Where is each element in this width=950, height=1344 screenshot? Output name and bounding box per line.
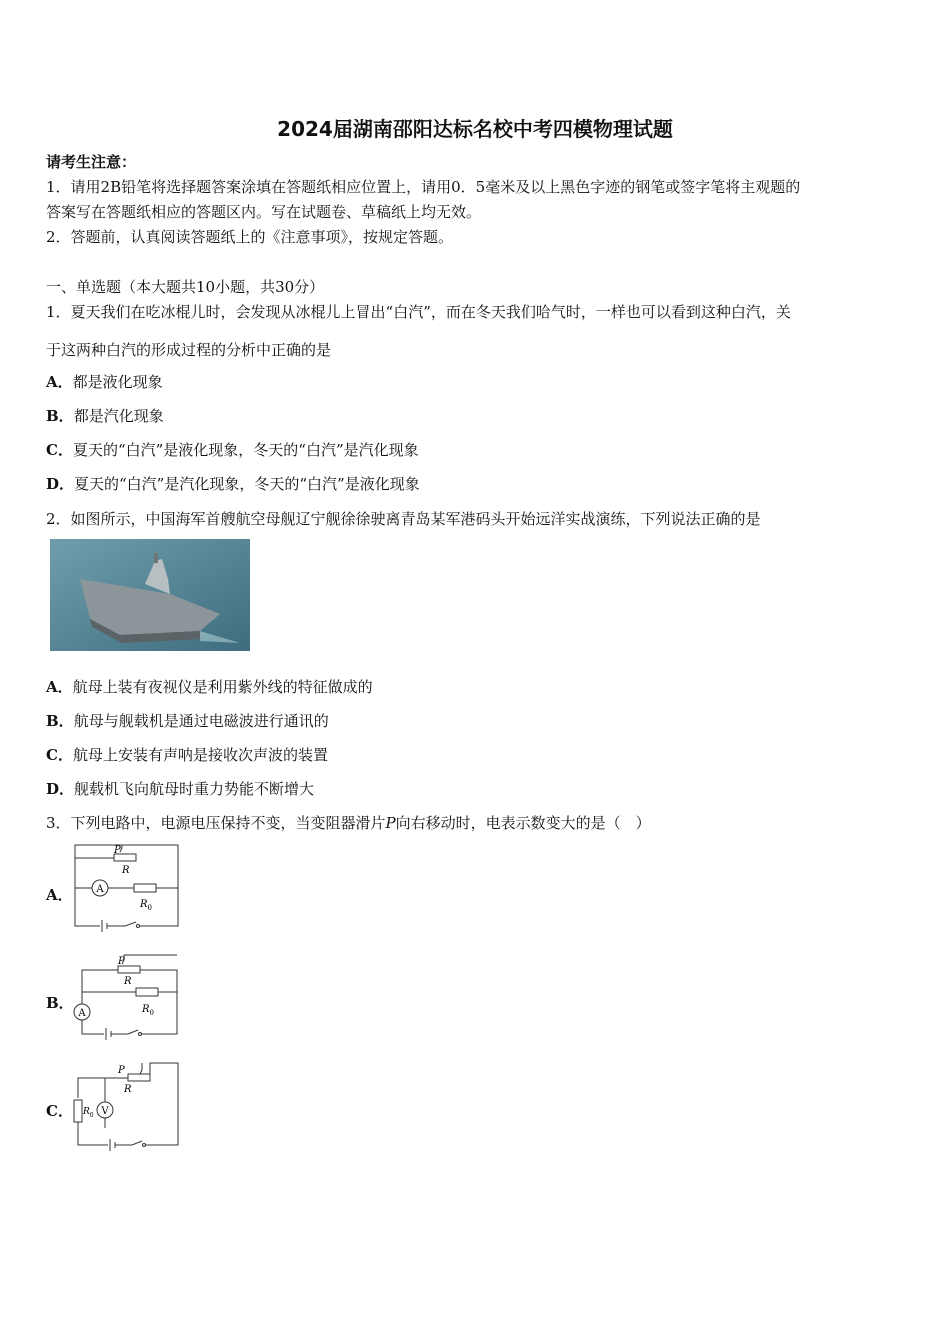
option-letter: B． (46, 407, 74, 425)
option-text: 夏天的“白汽”是液化现象，冬天的“白汽”是汽化现象 (72, 441, 419, 459)
voltmeter-label: V (101, 1106, 109, 1117)
resistor-r0-label-text: R (140, 899, 148, 910)
notice-line-1a: 1．请用2B铅笔将选择题答案涂填在答题纸相应位置上，请用0．5毫米及以上黑色字迹的钢笔或签字笔将主观题的 (46, 178, 801, 196)
option-text: 舰载机飞向航母时重力势能不断增大 (74, 780, 315, 798)
option-letter: D． (46, 780, 75, 798)
q1-stem-line-1: 1．夏天我们在吃冰棍儿时，会发现从冰棍儿上冒出“白汽”，而在冬天我们哈气时，一样也可以看到这种白汽，关 (46, 303, 791, 321)
q2-option-b (46, 711, 329, 731)
resistor-r0-label-text: R (142, 1004, 150, 1015)
option-text: 航母与舰载机是通过电磁波进行通讯的 (73, 712, 329, 730)
q2-option-d (46, 779, 314, 799)
rheostat-r-label: R (122, 865, 130, 876)
resistor-r0-label (141, 1004, 154, 1017)
circuit-diagram-c (70, 1058, 185, 1153)
option-letter: C． (46, 746, 73, 764)
q1-option-b (46, 406, 164, 426)
q3-stem-part-2: 向右移动时，电表示数变大的是（ ） (395, 814, 651, 832)
notice-heading: 请考生注意： (46, 153, 137, 171)
aircraft-carrier-photo (50, 539, 250, 651)
section-heading: 一、单选题（本大题共10小题，共30分） (46, 278, 325, 296)
q3-stem (46, 813, 651, 833)
option-letter: A． (46, 678, 73, 696)
option-letter: C． (46, 1102, 73, 1120)
option-letter: C． (46, 441, 73, 459)
notice-line-1b: 答案写在答题纸相应的答题区内。写在试题卷、草稿纸上均无效。 (46, 203, 482, 221)
option-letter: A． (46, 886, 73, 904)
q1-stem-line-2: 于这两种白汽的形成过程的分析中正确的是 (46, 341, 332, 359)
resistor-r0-label (82, 1107, 94, 1119)
resistor-r0-sub: 0 (149, 1009, 154, 1017)
q3-option-a-label (46, 885, 73, 905)
option-letter: B． (46, 712, 74, 730)
option-letter: A． (46, 373, 73, 391)
option-letter: B． (46, 994, 74, 1012)
circuit-diagram-b (70, 950, 185, 1040)
resistor-r0-sub: 0 (89, 1112, 94, 1119)
rheostat-r-label: R (124, 976, 132, 987)
rheostat-r-label: R (124, 1084, 132, 1095)
slider-p-label: P (114, 845, 121, 856)
q3-stem-part-1: 3．下列电路中，电源电压保持不变，当变阻器滑片 (46, 814, 386, 832)
option-text: 夏天的“白汽”是汽化现象，冬天的“白汽”是液化现象 (74, 475, 420, 493)
ammeter-label: A (96, 884, 104, 895)
circuit-diagram-a (70, 840, 185, 932)
resistor-r0-label (139, 899, 152, 912)
slider-p-label: P (118, 956, 125, 967)
resistor-r0-sub: 0 (147, 904, 152, 912)
option-letter: D． (46, 475, 75, 493)
option-text: 航母上安装有声呐是接收次声波的装置 (72, 746, 328, 764)
q3-stem-p: P (385, 814, 396, 832)
option-text: 航母上装有夜视仪是利用紫外线的特征做成的 (72, 678, 373, 696)
ammeter-label: A (78, 1008, 86, 1019)
slider-p-label: P (118, 1065, 125, 1076)
option-text: 都是液化现象 (72, 373, 163, 391)
q2-stem: 2．如图所示，中国海军首艘航空母舰辽宁舰徐徐驶离青岛某军港码头开始远洋实战演练，下列说法正确的是 (46, 510, 761, 528)
resistor-r0-label-text: R (83, 1107, 90, 1117)
notice-line-2: 2．答题前，认真阅读答题纸上的《注意事项》，按规定答题。 (46, 228, 454, 246)
q1-option-c (46, 440, 419, 460)
q1-option-d (46, 474, 420, 494)
option-text: 都是汽化现象 (73, 407, 164, 425)
q3-option-c-label (46, 1101, 73, 1121)
q2-option-a (46, 677, 373, 697)
q1-option-a (46, 372, 163, 392)
q2-option-c (46, 745, 328, 765)
page-title: 2024届湖南邵阳达标名校中考四模物理试题 (277, 117, 673, 141)
